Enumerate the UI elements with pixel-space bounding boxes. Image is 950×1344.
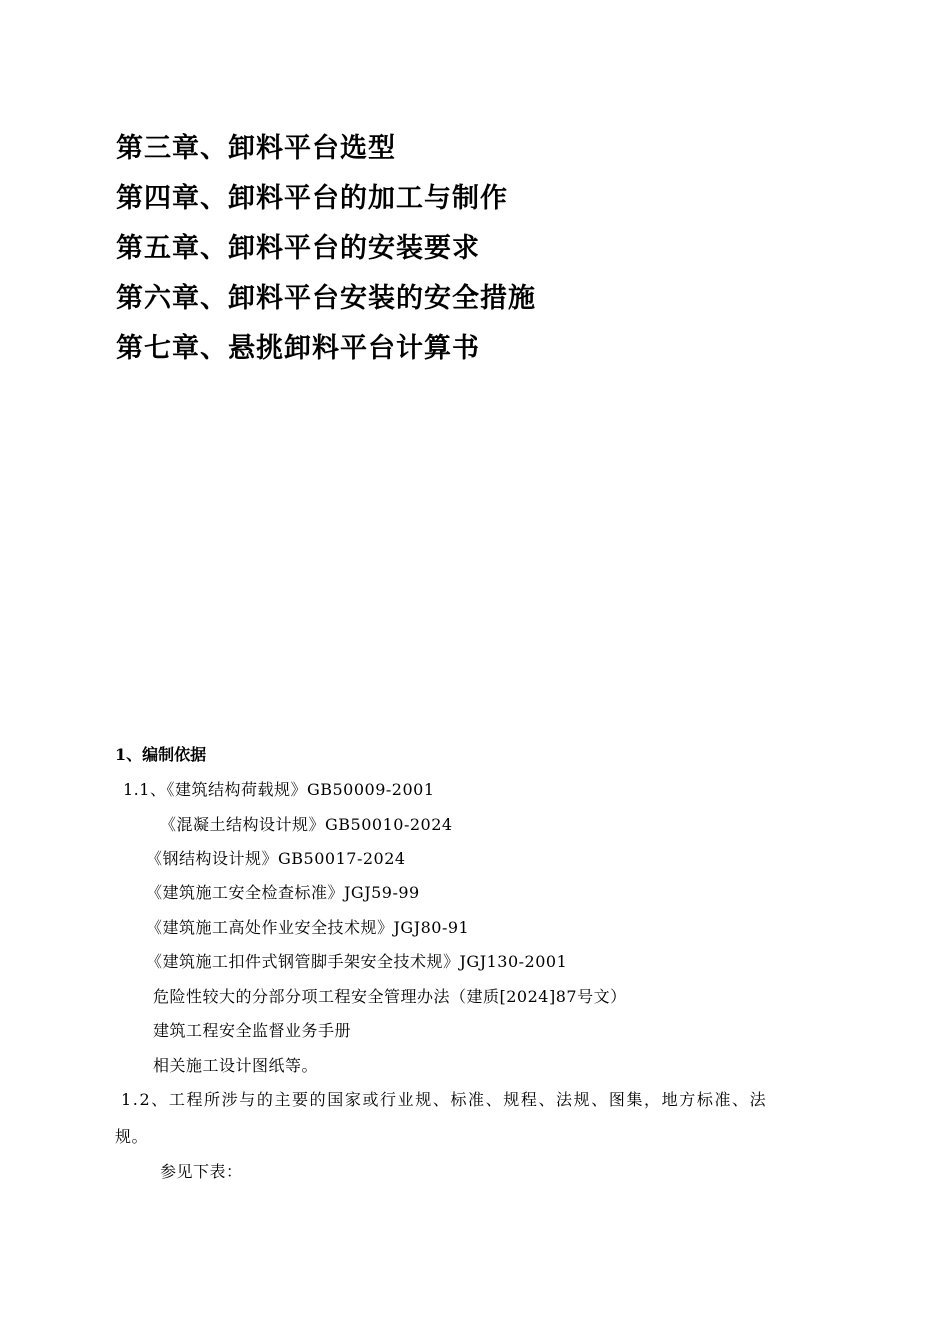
reference-item: 相关施工设计图纸等。 (153, 1056, 319, 1075)
toc-chapter-3: 第三章、卸料平台选型 (116, 133, 396, 164)
toc-chapter-5: 第五章、卸料平台的安装要求 (116, 233, 480, 264)
item-1-1: 1.1、《建筑结构荷载规》GB50009-2001 (123, 780, 435, 799)
toc-chapter-4: 第四章、卸料平台的加工与制作 (116, 183, 508, 214)
reference-item: 《建筑施工安全检查标准》JGJ59-99 (146, 883, 420, 902)
reference-item: 《混凝土结构设计规》GB50010-2024 (160, 815, 453, 834)
reference-item: 危险性较大的分部分项工程安全管理办法（建质[2024]87号文） (153, 987, 627, 1006)
item-1-2-line2: 规。 (115, 1127, 149, 1146)
reference-item: 《钢结构设计规》GB50017-2024 (146, 849, 406, 868)
toc-chapter-6: 第六章、卸料平台安装的安全措施 (116, 283, 536, 314)
see-below-text: 参见下表： (160, 1162, 243, 1181)
reference-item: 《建筑施工扣件式钢管脚手架安全技术规》JGJ130-2001 (146, 952, 568, 971)
reference-item: 《建筑施工高处作业安全技术规》JGJ80-91 (146, 918, 470, 937)
toc-chapter-7: 第七章、悬挑卸料平台计算书 (116, 333, 480, 364)
item-1-2-line1: 1.2、工程所涉与的主要的国家或行业规、标准、规程、法规、图集，地方标准、法 (121, 1090, 768, 1109)
section-heading: 1、编制依据 (115, 745, 207, 764)
reference-item: 建筑工程安全监督业务手册 (153, 1021, 352, 1040)
